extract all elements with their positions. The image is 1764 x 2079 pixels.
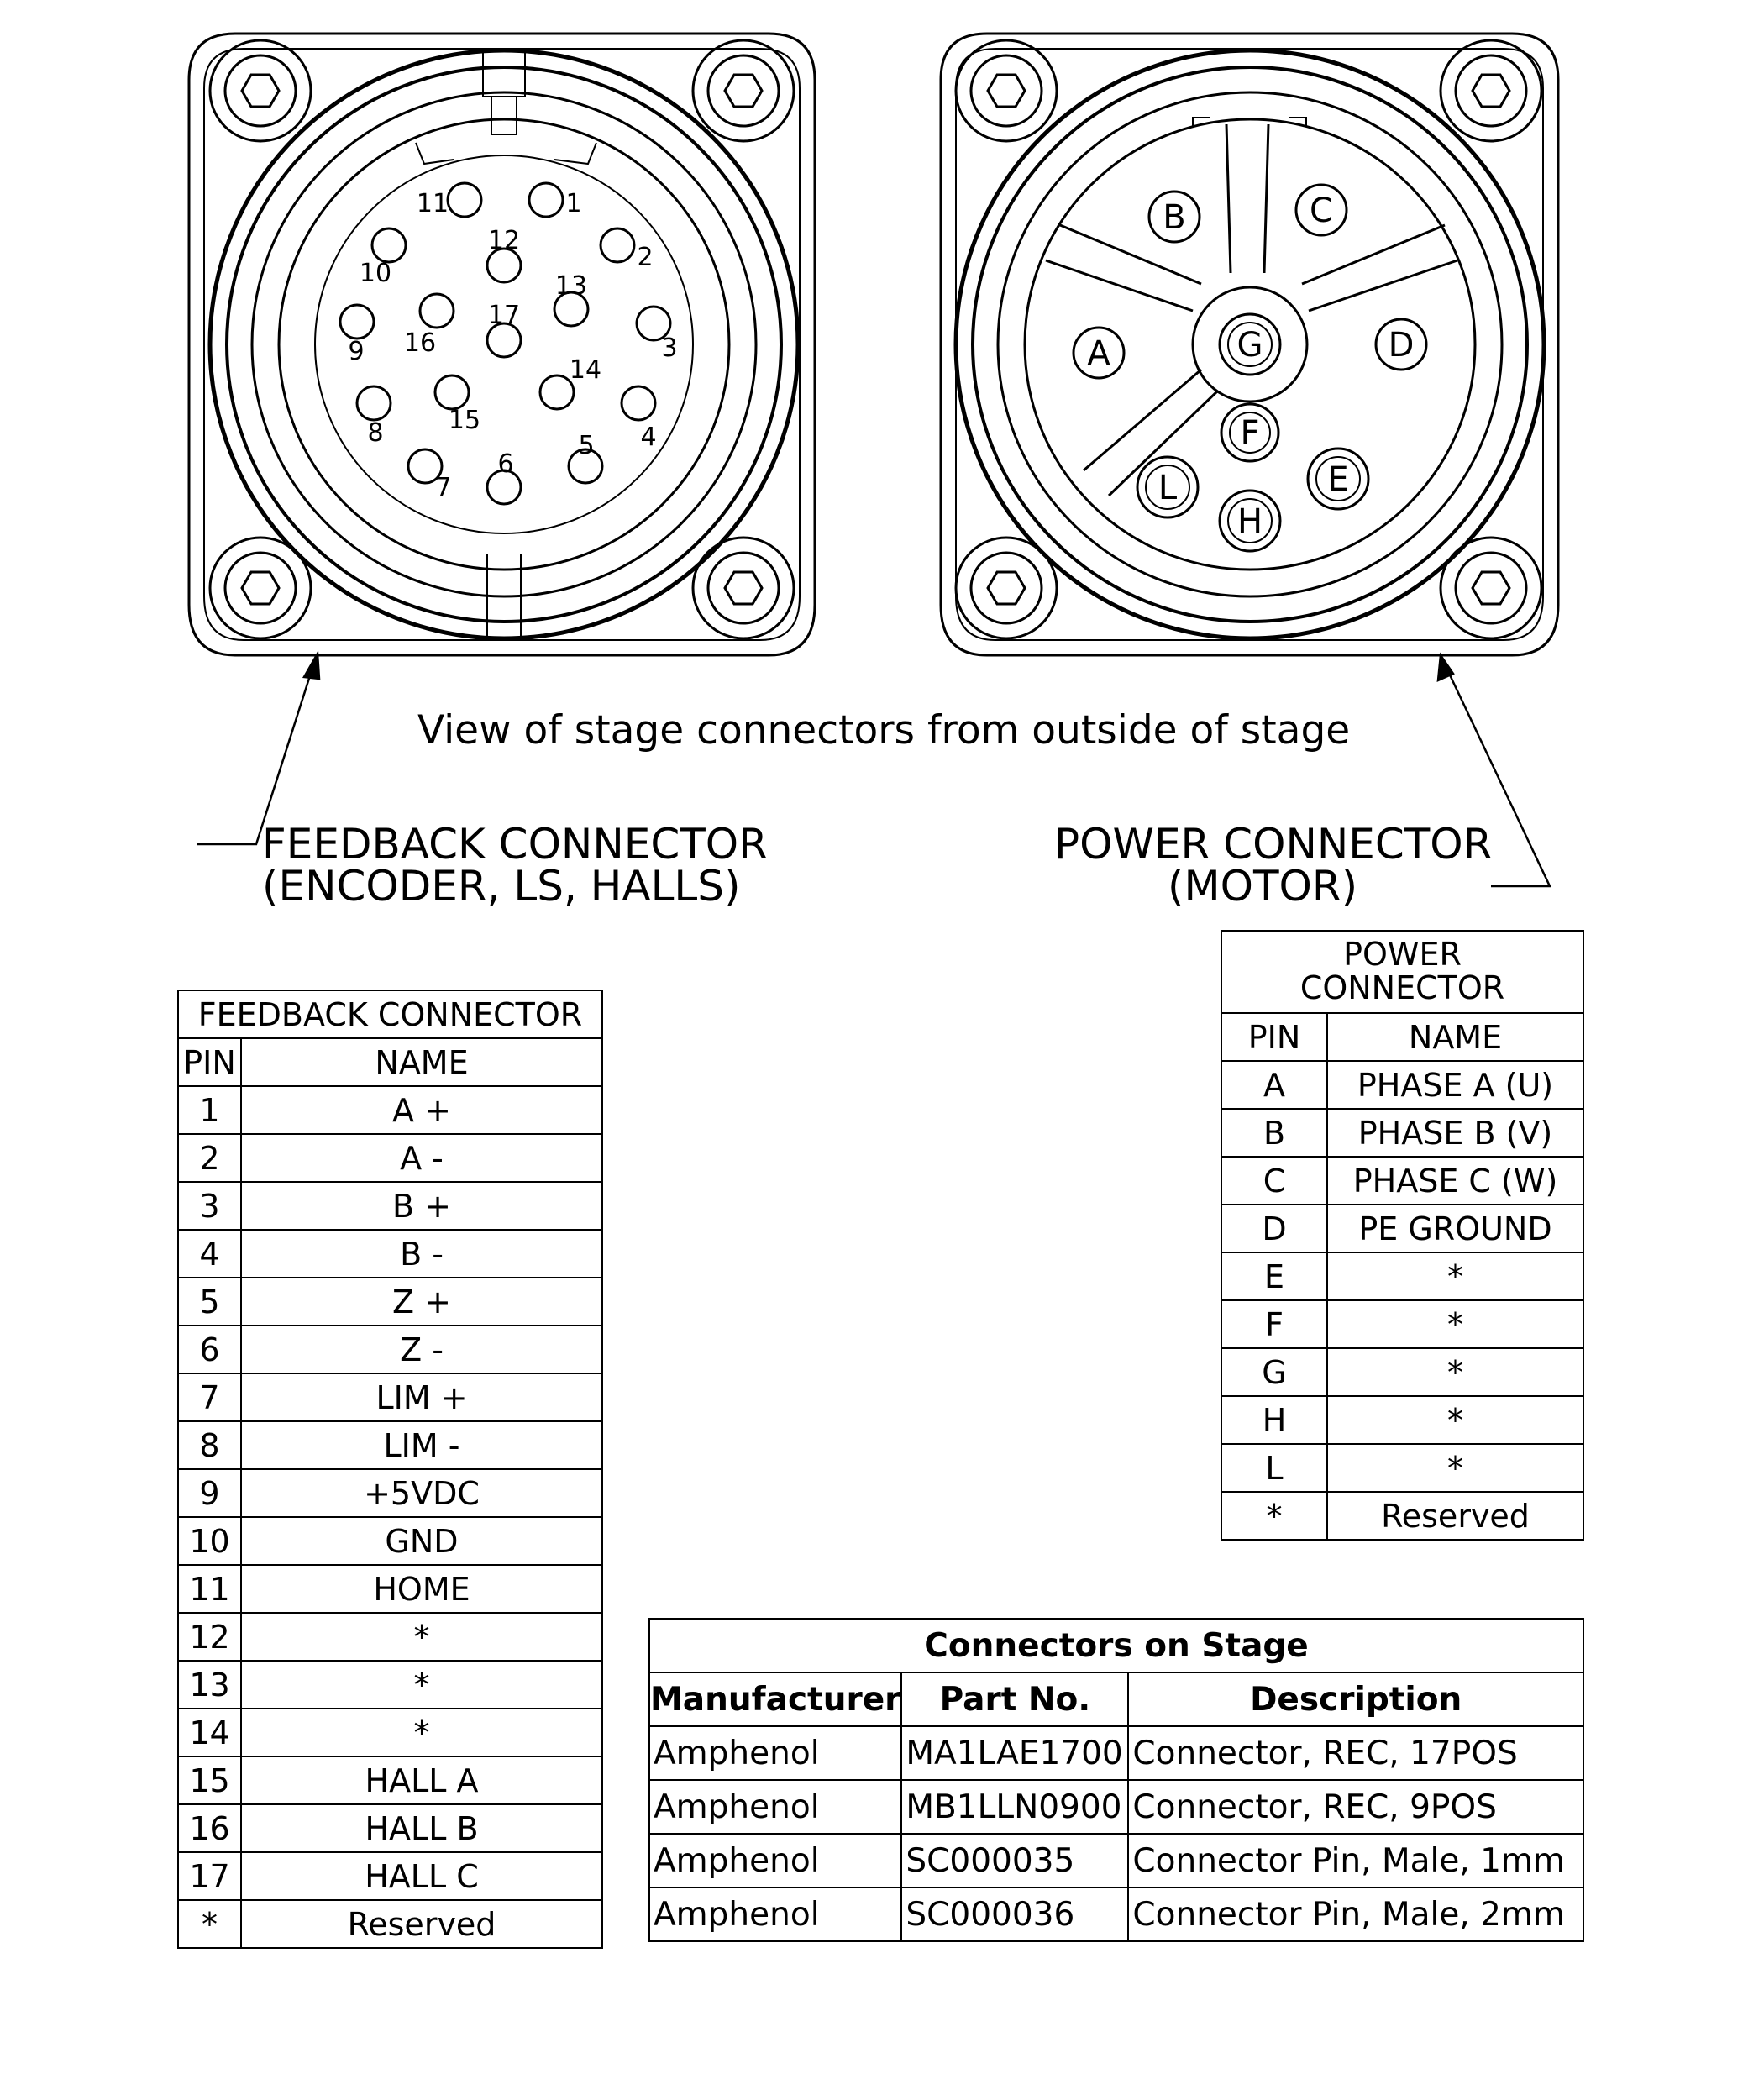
name-cell: +5VDC [241,1469,602,1517]
feedback-pin [340,305,374,339]
pin-cell: 13 [178,1661,241,1709]
part-number-cell: SC000035 [901,1834,1128,1887]
table-row [178,1517,602,1565]
manufacturer-cell: Amphenol [649,1887,901,1941]
name-cell: HOME [241,1565,602,1613]
name-cell: LIM + [241,1373,602,1421]
feedback-pin-number: 8 [367,418,384,448]
table-row [178,1613,602,1661]
pin-cell: A [1221,1061,1327,1109]
table-row [178,1230,602,1278]
feedback-leader-line [197,668,312,844]
pin-cell: H [1221,1396,1327,1444]
power-pins [1074,185,1426,551]
name-cell: PHASE A (U) [1327,1061,1583,1109]
table-row [178,1565,602,1613]
description-header: Description [1128,1672,1583,1726]
power-pin-letter: B [1163,198,1186,237]
feedback-pin-number: 1 [565,189,582,218]
pin-cell: 16 [178,1804,241,1852]
table-row [178,1326,602,1373]
manufacturer-cell: Amphenol [649,1780,901,1834]
parts-table-title: Connectors on Stage [649,1619,1583,1672]
name-cell: PHASE C (W) [1327,1157,1583,1205]
table-row [1221,1252,1583,1300]
feedback-pins [340,183,678,504]
table-title-row [178,990,602,1038]
name-cell: Reserved [241,1900,602,1948]
power-pin-letter: E [1327,460,1349,499]
pin-cell: C [1221,1157,1327,1205]
name-cell: * [1327,1444,1583,1492]
pin-cell: L [1221,1444,1327,1492]
table-row [178,1134,602,1182]
table-row [1221,1300,1583,1348]
power-connector-drawing [941,34,1558,655]
name-cell: GND [241,1517,602,1565]
manufacturer-cell: Amphenol [649,1726,901,1780]
pin-cell: 1 [178,1086,241,1134]
feedback-pin [420,294,454,328]
manufacturer-header: Manufacturer [649,1672,901,1726]
feedback-pin [601,228,634,262]
pin-cell: 2 [178,1134,241,1182]
name-cell: * [241,1613,602,1661]
pin-cell: 11 [178,1565,241,1613]
pin-cell: B [1221,1109,1327,1157]
pin-cell: * [1221,1492,1327,1540]
manufacturer-cell: Amphenol [649,1834,901,1887]
name-cell: HALL B [241,1804,602,1852]
power-pin-letter: A [1087,334,1110,373]
name-cell: * [1327,1300,1583,1348]
name-cell: HALL C [241,1852,602,1900]
pin-cell: 5 [178,1278,241,1326]
power-pin-letter: L [1158,469,1178,507]
table-row [1221,1348,1583,1396]
table-row [1221,1492,1583,1540]
name-header: NAME [241,1038,602,1086]
table-header-row [178,1038,602,1086]
table-title-row [649,1619,1583,1672]
pin-cell: 4 [178,1230,241,1278]
feedback-pin [435,375,469,409]
power-pin-letter: F [1240,414,1260,453]
connector-drawing [0,0,1764,941]
description-cell: Connector, REC, 9POS [1128,1780,1583,1834]
name-cell: Z - [241,1326,602,1373]
power-connector-table [1221,930,1584,1541]
table-row [178,1421,602,1469]
power-table-title-line1: POWER [1343,936,1462,974]
pin-cell: D [1221,1205,1327,1252]
pin-cell: 17 [178,1852,241,1900]
name-cell: B + [241,1182,602,1230]
part-number-cell: MA1LAE1700 [901,1726,1128,1780]
power-connector-label: POWER CONNECTOR [1054,820,1493,869]
pin-cell: 7 [178,1373,241,1421]
power-pin-letter: H [1236,502,1263,541]
feedback-table-title: FEEDBACK CONNECTOR [178,990,602,1038]
feedback-pin-number: 10 [359,259,392,288]
feedback-housing-ring-2 [252,92,756,596]
feedback-connector-table [177,990,603,1949]
feedback-pin-number: 4 [640,423,657,452]
pin-header: PIN [178,1038,241,1086]
pin-cell: 3 [178,1182,241,1230]
power-pin-letter: C [1310,192,1333,230]
table-row [1221,1157,1583,1205]
feedback-pin-number: 12 [487,226,521,255]
table-row [1221,1205,1583,1252]
name-cell: B - [241,1230,602,1278]
pin-cell: 12 [178,1613,241,1661]
pin-header: PIN [1221,1013,1327,1061]
feedback-pin-number: 13 [554,271,588,301]
table-row [1221,1396,1583,1444]
connectors-on-stage-table [648,1618,1584,1942]
table-row [178,1756,602,1804]
table-row [649,1726,1583,1780]
pin-cell: G [1221,1348,1327,1396]
table-row [178,1182,602,1230]
feedback-housing-ring [227,67,781,622]
name-cell: * [1327,1396,1583,1444]
name-cell: HALL A [241,1756,602,1804]
feedback-pin-number: 9 [348,337,365,366]
description-cell: Connector Pin, Male, 1mm [1128,1834,1583,1887]
feedback-pin [529,183,563,217]
table-row [649,1887,1583,1941]
feedback-connector-drawing [189,34,815,655]
name-header: NAME [1327,1013,1583,1061]
name-cell: * [1327,1252,1583,1300]
name-cell: A - [241,1134,602,1182]
name-cell: PE GROUND [1327,1205,1583,1252]
feedback-leader-arrow [304,654,319,679]
table-row [178,1804,602,1852]
table-row [178,1086,602,1134]
feedback-pin [622,386,655,420]
pin-cell: 14 [178,1709,241,1756]
feedback-pin-number: 3 [661,333,678,363]
table-row [1221,1109,1583,1157]
feedback-pin [357,386,391,420]
feedback-pin-number: 5 [578,431,595,460]
feedback-pin-number: 11 [416,189,449,218]
table-row [178,1900,602,1948]
table-header-row [1221,1013,1583,1061]
feedback-pin-number: 14 [569,355,602,385]
name-cell: Z + [241,1278,602,1326]
table-row [649,1780,1583,1834]
name-cell: * [241,1661,602,1709]
feedback-pin-number: 7 [435,473,452,502]
pin-cell: 9 [178,1469,241,1517]
power-pin-letter: G [1236,326,1263,365]
table-row [1221,1061,1583,1109]
table-row [178,1661,602,1709]
feedback-pin-number: 17 [487,301,521,330]
name-cell: * [241,1709,602,1756]
pin-cell: 15 [178,1756,241,1804]
power-pin-letter: D [1388,326,1415,365]
pin-cell: * [178,1900,241,1948]
name-cell: LIM - [241,1421,602,1469]
drawing-caption: View of stage connectors from outside of stage [417,707,1351,753]
table-row [178,1278,602,1326]
table-row [178,1373,602,1421]
name-cell: A + [241,1086,602,1134]
name-cell: PHASE B (V) [1327,1109,1583,1157]
power-table-title-line2: CONNECTOR [1299,969,1505,1006]
table-header-row [649,1672,1583,1726]
feedback-pin-number: 15 [448,406,481,435]
pin-cell: E [1221,1252,1327,1300]
table-row [1221,1444,1583,1492]
table-row [178,1709,602,1756]
feedback-pin-number: 2 [637,243,654,272]
part-number-cell: SC000036 [901,1887,1128,1941]
table-title-row [1221,931,1583,1013]
description-cell: Connector Pin, Male, 2mm [1128,1887,1583,1941]
feedback-connector-label: FEEDBACK CONNECTOR [262,820,768,869]
feedback-pin [448,183,481,217]
table-row [178,1469,602,1517]
name-cell: Reserved [1327,1492,1583,1540]
pin-cell: 10 [178,1517,241,1565]
name-cell: * [1327,1348,1583,1396]
pin-cell: F [1221,1300,1327,1348]
part-number-header: Part No. [901,1672,1128,1726]
feedback-pin-number: 16 [403,328,437,358]
feedback-key-tabs [416,143,596,164]
power-connector-sublabel: (MOTOR) [1168,862,1358,911]
feedback-connector-sublabel: (ENCODER, LS, HALLS) [262,862,741,911]
table-row [178,1852,602,1900]
pin-cell: 6 [178,1326,241,1373]
feedback-pin-number: 6 [497,449,514,479]
pin-cell: 8 [178,1421,241,1469]
feedback-pin [372,228,406,262]
description-cell: Connector, REC, 17POS [1128,1726,1583,1780]
power-table-title [1221,931,1583,1013]
part-number-cell: MB1LLN0900 [901,1780,1128,1834]
table-row [649,1834,1583,1887]
